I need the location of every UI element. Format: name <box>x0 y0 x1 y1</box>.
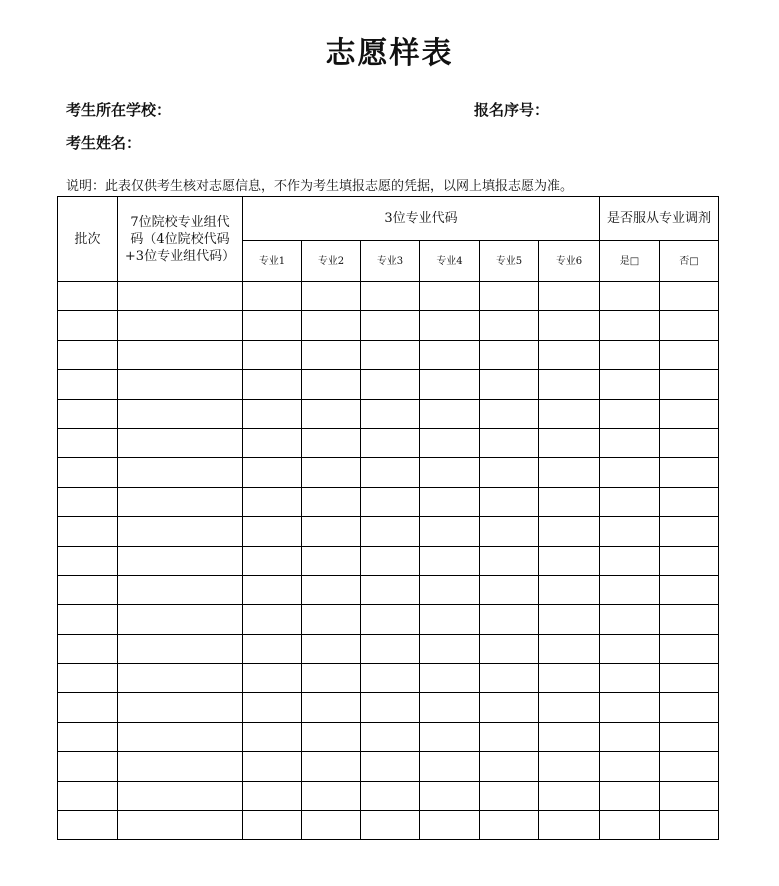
table-cell[interactable] <box>600 605 660 634</box>
table-row <box>58 428 719 457</box>
table-cell[interactable] <box>420 605 480 634</box>
table-row <box>58 370 719 399</box>
table-cell[interactable] <box>480 546 539 575</box>
table-cell[interactable] <box>420 399 480 428</box>
school-label: 考生所在学校： <box>66 101 172 119</box>
table-cell[interactable] <box>660 634 719 663</box>
table-cell[interactable] <box>361 811 420 840</box>
table-cell[interactable] <box>243 546 302 575</box>
table-cell[interactable] <box>361 546 420 575</box>
table-cell[interactable] <box>539 311 600 340</box>
table-cell[interactable] <box>420 458 480 487</box>
table-cell[interactable] <box>118 575 243 604</box>
table-row <box>58 517 719 546</box>
table-cell[interactable] <box>58 722 118 751</box>
table-cell[interactable] <box>600 752 660 781</box>
table-cell[interactable] <box>660 340 719 369</box>
table-cell[interactable] <box>660 546 719 575</box>
table-cell[interactable] <box>660 752 719 781</box>
table-cell[interactable] <box>361 458 420 487</box>
table-cell[interactable] <box>480 722 539 751</box>
table-row <box>58 487 719 516</box>
table-cell[interactable] <box>361 605 420 634</box>
table-cell[interactable] <box>480 575 539 604</box>
table-cell[interactable] <box>243 458 302 487</box>
table-cell[interactable] <box>600 664 660 693</box>
table-cell[interactable] <box>302 634 361 663</box>
table-cell[interactable] <box>480 458 539 487</box>
table-cell[interactable] <box>539 634 600 663</box>
table-cell[interactable] <box>302 370 361 399</box>
table-cell[interactable] <box>480 311 539 340</box>
table-cell[interactable] <box>118 487 243 516</box>
table-cell[interactable] <box>539 781 600 810</box>
table-cell[interactable] <box>600 399 660 428</box>
table-cell[interactable] <box>302 340 361 369</box>
table-cell[interactable] <box>361 634 420 663</box>
table-cell[interactable] <box>361 664 420 693</box>
table-cell[interactable] <box>660 428 719 457</box>
table-cell[interactable] <box>118 811 243 840</box>
table-cell[interactable] <box>660 664 719 693</box>
header-adjust: 是否服从专业调剂 <box>600 197 719 241</box>
table-cell[interactable] <box>302 487 361 516</box>
table-cell[interactable] <box>660 282 719 311</box>
table-cell[interactable] <box>600 428 660 457</box>
table-cell[interactable] <box>302 546 361 575</box>
student-name-label: 考生姓名： <box>66 134 142 152</box>
table-cell[interactable] <box>58 399 118 428</box>
table-cell[interactable] <box>660 458 719 487</box>
header-major-3: 专业3 <box>361 241 420 282</box>
table-cell[interactable] <box>118 664 243 693</box>
adjust-yes-option[interactable]: 是□ <box>600 241 660 282</box>
table-cell[interactable] <box>243 428 302 457</box>
table-cell[interactable] <box>539 664 600 693</box>
table-cell[interactable] <box>420 517 480 546</box>
table-cell[interactable] <box>600 693 660 722</box>
table-cell[interactable] <box>539 693 600 722</box>
table-cell[interactable] <box>302 693 361 722</box>
table-cell[interactable] <box>302 781 361 810</box>
table-cell[interactable] <box>58 428 118 457</box>
table-cell[interactable] <box>361 781 420 810</box>
table-cell[interactable] <box>302 575 361 604</box>
table-cell[interactable] <box>302 282 361 311</box>
table-cell[interactable] <box>361 399 420 428</box>
table-cell[interactable] <box>243 487 302 516</box>
table-cell[interactable] <box>361 693 420 722</box>
table-row <box>58 634 719 663</box>
table-cell[interactable] <box>58 575 118 604</box>
table-cell[interactable] <box>118 517 243 546</box>
table-cell[interactable] <box>480 517 539 546</box>
table-cell[interactable] <box>361 752 420 781</box>
table-cell[interactable] <box>660 781 719 810</box>
table-cell[interactable] <box>600 370 660 399</box>
table-cell[interactable] <box>58 664 118 693</box>
table-cell[interactable] <box>539 752 600 781</box>
table-row <box>58 605 719 634</box>
table-cell[interactable] <box>420 370 480 399</box>
header-batch: 批次 <box>58 197 118 282</box>
table-cell[interactable] <box>118 340 243 369</box>
table-cell[interactable] <box>480 605 539 634</box>
table-cell[interactable] <box>361 487 420 516</box>
table-cell[interactable] <box>361 722 420 751</box>
table-cell[interactable] <box>660 722 719 751</box>
table-cell[interactable] <box>420 487 480 516</box>
table-cell[interactable] <box>480 781 539 810</box>
table-cell[interactable] <box>243 634 302 663</box>
table-cell[interactable] <box>480 487 539 516</box>
table-cell[interactable] <box>420 693 480 722</box>
table-cell[interactable] <box>118 634 243 663</box>
table-cell[interactable] <box>118 546 243 575</box>
table-cell[interactable] <box>361 311 420 340</box>
table-cell[interactable] <box>58 340 118 369</box>
table-cell[interactable] <box>660 517 719 546</box>
table-cell[interactable] <box>361 340 420 369</box>
table-cell[interactable] <box>361 428 420 457</box>
table-cell[interactable] <box>118 722 243 751</box>
table-cell[interactable] <box>118 752 243 781</box>
table-cell[interactable] <box>420 546 480 575</box>
table-cell[interactable] <box>58 811 118 840</box>
table-cell[interactable] <box>243 693 302 722</box>
instruction-note: 说明：此表仅供考生核对志愿信息，不作为考生填报志愿的凭据，以网上填报志愿为准。 <box>66 179 574 194</box>
adjust-no-option[interactable]: 否□ <box>660 241 719 282</box>
table-cell[interactable] <box>660 487 719 516</box>
table-cell[interactable] <box>539 546 600 575</box>
table-cell[interactable] <box>600 517 660 546</box>
table-cell[interactable] <box>420 752 480 781</box>
table-cell[interactable] <box>480 693 539 722</box>
table-cell[interactable] <box>58 517 118 546</box>
table-cell[interactable] <box>600 546 660 575</box>
reg-number-label: 报名序号： <box>474 101 550 119</box>
table-cell[interactable] <box>302 458 361 487</box>
table-row <box>58 282 719 311</box>
table-cell[interactable] <box>600 811 660 840</box>
table-cell[interactable] <box>539 458 600 487</box>
table-cell[interactable] <box>118 370 243 399</box>
table-cell[interactable] <box>420 340 480 369</box>
table-cell[interactable] <box>243 781 302 810</box>
table-row <box>58 546 719 575</box>
table-cell[interactable] <box>539 487 600 516</box>
table-cell[interactable] <box>243 340 302 369</box>
table-cell[interactable] <box>243 282 302 311</box>
table-cell[interactable] <box>480 811 539 840</box>
table-cell[interactable] <box>58 605 118 634</box>
table-cell[interactable] <box>361 517 420 546</box>
table-cell[interactable] <box>660 311 719 340</box>
table-cell[interactable] <box>539 370 600 399</box>
table-cell[interactable] <box>420 664 480 693</box>
table-cell[interactable] <box>660 399 719 428</box>
table-cell[interactable] <box>243 575 302 604</box>
table-cell[interactable] <box>420 811 480 840</box>
table-cell[interactable] <box>302 722 361 751</box>
table-cell[interactable] <box>58 458 118 487</box>
table-row <box>58 399 719 428</box>
table-cell[interactable] <box>58 634 118 663</box>
table-cell[interactable] <box>600 634 660 663</box>
table-cell[interactable] <box>660 575 719 604</box>
table-row <box>58 693 719 722</box>
header-major-6: 专业6 <box>539 241 600 282</box>
table-row <box>58 752 719 781</box>
table-cell[interactable] <box>600 487 660 516</box>
table-cell[interactable] <box>480 370 539 399</box>
table-cell[interactable] <box>118 781 243 810</box>
table-cell[interactable] <box>600 722 660 751</box>
table-cell[interactable] <box>600 311 660 340</box>
table-cell[interactable] <box>420 634 480 663</box>
table-cell[interactable] <box>480 428 539 457</box>
header-major-4: 专业4 <box>420 241 480 282</box>
table-cell[interactable] <box>361 575 420 604</box>
table-cell[interactable] <box>480 752 539 781</box>
table-cell[interactable] <box>243 311 302 340</box>
table-cell[interactable] <box>243 605 302 634</box>
header-major-2: 专业2 <box>302 241 361 282</box>
table-cell[interactable] <box>420 575 480 604</box>
table-cell[interactable] <box>58 487 118 516</box>
table-row <box>58 781 719 810</box>
table-cell[interactable] <box>243 722 302 751</box>
table-cell[interactable] <box>600 340 660 369</box>
table-cell[interactable] <box>420 722 480 751</box>
table-cell[interactable] <box>118 282 243 311</box>
table-cell[interactable] <box>58 546 118 575</box>
table-cell[interactable] <box>302 517 361 546</box>
table-cell[interactable] <box>539 428 600 457</box>
table-cell[interactable] <box>480 664 539 693</box>
table-row <box>58 575 719 604</box>
table-cell[interactable] <box>660 811 719 840</box>
table-cell[interactable] <box>660 693 719 722</box>
table-cell[interactable] <box>58 311 118 340</box>
table-cell[interactable] <box>302 311 361 340</box>
table-row <box>58 340 719 369</box>
table-cell[interactable] <box>58 693 118 722</box>
table-cell[interactable] <box>539 282 600 311</box>
table-cell[interactable] <box>243 664 302 693</box>
table-cell[interactable] <box>243 517 302 546</box>
table-cell[interactable] <box>58 370 118 399</box>
table-cell[interactable] <box>420 781 480 810</box>
table-cell[interactable] <box>118 605 243 634</box>
table-row <box>58 458 719 487</box>
table-cell[interactable] <box>243 752 302 781</box>
table-cell[interactable] <box>58 781 118 810</box>
table-cell[interactable] <box>243 811 302 840</box>
table-cell[interactable] <box>600 458 660 487</box>
table-cell[interactable] <box>118 399 243 428</box>
page-title: 志愿样表 <box>325 36 454 71</box>
table-cell[interactable] <box>361 282 420 311</box>
table-cell[interactable] <box>600 282 660 311</box>
header-major-code: 3位专业代码 <box>243 197 600 241</box>
table-cell[interactable] <box>118 311 243 340</box>
table-cell[interactable] <box>58 752 118 781</box>
table-cell[interactable] <box>539 811 600 840</box>
table-cell[interactable] <box>539 399 600 428</box>
table-cell[interactable] <box>480 399 539 428</box>
table-cell[interactable] <box>600 575 660 604</box>
table-cell[interactable] <box>420 428 480 457</box>
table-cell[interactable] <box>480 634 539 663</box>
table-cell[interactable] <box>539 605 600 634</box>
table-cell[interactable] <box>302 811 361 840</box>
table-cell[interactable] <box>118 693 243 722</box>
table-row <box>58 664 719 693</box>
table-cell[interactable] <box>118 428 243 457</box>
table-cell[interactable] <box>58 282 118 311</box>
table-row <box>58 311 719 340</box>
table-cell[interactable] <box>243 370 302 399</box>
header-group-code: 7位院校专业组代码（4位院校代码+3位专业组代码） <box>118 197 243 282</box>
table-cell[interactable] <box>539 517 600 546</box>
table-row <box>58 722 719 751</box>
header-major-1: 专业1 <box>243 241 302 282</box>
table-cell[interactable] <box>118 458 243 487</box>
table-cell[interactable] <box>539 575 600 604</box>
table-cell[interactable] <box>302 664 361 693</box>
table-cell[interactable] <box>660 605 719 634</box>
table-cell[interactable] <box>361 370 420 399</box>
table-cell[interactable] <box>480 340 539 369</box>
table-cell[interactable] <box>302 399 361 428</box>
table-cell[interactable] <box>660 370 719 399</box>
table-cell[interactable] <box>420 311 480 340</box>
table-row <box>58 811 719 840</box>
table-cell[interactable] <box>302 605 361 634</box>
table-cell[interactable] <box>600 781 660 810</box>
header-major-5: 专业5 <box>480 241 539 282</box>
table-cell[interactable] <box>302 752 361 781</box>
table-cell[interactable] <box>480 282 539 311</box>
preference-table <box>57 196 719 840</box>
table-cell[interactable] <box>420 282 480 311</box>
table-cell[interactable] <box>539 340 600 369</box>
table-cell[interactable] <box>539 722 600 751</box>
table-cell[interactable] <box>243 399 302 428</box>
table-cell[interactable] <box>302 428 361 457</box>
